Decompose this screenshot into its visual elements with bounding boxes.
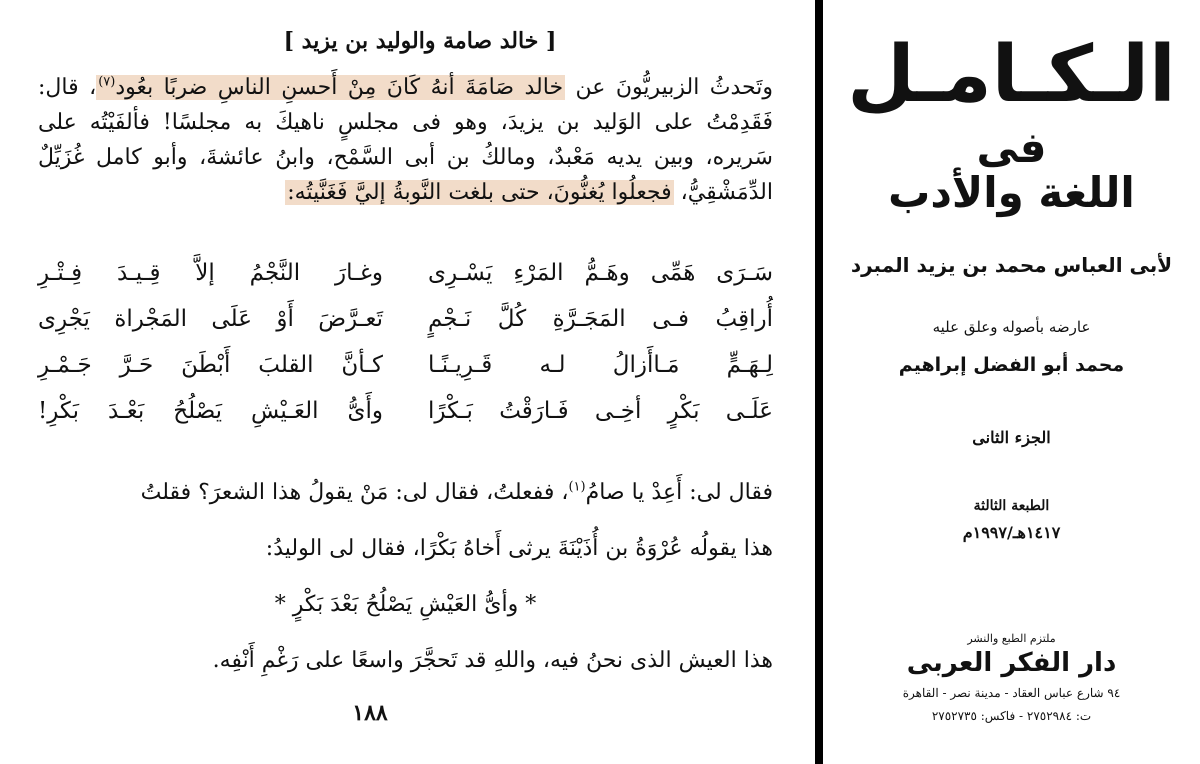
footnote-marker-1: (١) (568, 479, 586, 495)
page-number: ١٨٨ (352, 700, 388, 726)
publication-date: ١٤١٧هـ/١٩٩٧م (962, 523, 1061, 542)
verse-second-hemistich: كـأنَّ القلبَ أَبْطَنَ حَـرَّ جَـمْـرِ (38, 352, 383, 378)
cover-page (823, 0, 1200, 764)
verse-first-hemistich: لِـهَـمٍّ مَـاأَزالُ لـه قَـرِيـنًـا (428, 352, 773, 378)
publisher-phone: ت: ٢٧٥٢٩٨٤ - فاكس: ٢٧٥٢٧٣٥ (931, 709, 1092, 723)
book-editor: محمد أبو الفضل إبراهيم (898, 354, 1125, 376)
paragraph-2-line-2: هذا يقولُه عُرْوَةُ بن أُذَيْنَةَ يرثى أَخاهُ بَكْرًا، فقال لى الوليدُ: (265, 536, 773, 561)
verse-first-hemistich: أُراقِبُ فـى المَجَـرَّةِ كُلَّ نَـجْمٍ (428, 306, 773, 332)
book-title: الـكـامـل (847, 30, 1176, 120)
verse-first-hemistich: عَلَـى بَكْرٍ أخِـى فَـارَقْتُ بَـكْرًا (428, 398, 773, 424)
page-divider (815, 0, 823, 764)
chapter-title: [ خالد صامة والوليد بن يزيد ] (283, 28, 557, 54)
publisher-name: دار الفكر العربى (906, 648, 1117, 678)
paragraph-2 (38, 465, 773, 689)
edited-by-label: عارضه بأصوله وعلق عليه (932, 318, 1091, 336)
verse-first-hemistich: سَـرَى هَمِّى وهَـمُّ المَرْءِ يَسْـرِى (428, 260, 773, 286)
highlighted-passage-2: فجعلُوا يُغنُّونَ، حتى بلغت النَّوبةُ إليَّ فَغَنَّيتُه: (287, 180, 672, 205)
poem-verse (38, 296, 773, 342)
verse-second-hemistich: وغـارَ النَّجْمُ إلاَّ قِـيـدَ فِـتْـرِ (38, 260, 383, 286)
book-author: لأبى العباس محمد بن يزيد المبرد (850, 253, 1173, 277)
poem (38, 250, 773, 434)
verse-second-hemistich: وأَىُّ العَـيْشِ يَصْلُحُ بَعْـدَ بَكْرِ! (38, 398, 383, 424)
paragraph-1 (38, 70, 773, 210)
poem-verse (38, 342, 773, 388)
book-subtitle: اللغة والأدب (888, 168, 1135, 217)
highlighted-passage-1: خالد صَامَةَ أنهُ كَانَ مِنْ أَحسنِ الناسِ ضربًا بعُود$^{(٧)}$ (98, 74, 564, 100)
footnote-marker-7: (٧) (98, 74, 116, 90)
quoted-verse: * وأىُّ العَيْشِ يَصْلُحُ بَعْدَ بَكْرٍ * (274, 592, 537, 617)
edition-label: الطبعة الثالثة (973, 498, 1050, 514)
paragraph-1-start: وتَحدثُ الزبيريُّونَ عن (565, 75, 774, 100)
publisher-note: ملتزم الطبع والنشر (967, 632, 1056, 645)
book-subtitle-connector: فى (976, 123, 1047, 172)
volume-label: الجزء الثانى (972, 428, 1051, 447)
poem-verse (38, 250, 773, 296)
poem-verse (38, 388, 773, 434)
publisher-address: ٩٤ شارع عباس العقاد - مدينة نصر - القاهرة (902, 686, 1121, 700)
paragraph-2-line-1: فقال لى: أَعِدْ يا صامُ$^{(١)}$، ففعلتُ، فقال لى: مَنْ يقولُ هذا الشعرَ؟ فقلتُ (140, 479, 773, 505)
verse-second-hemistich: تَعـرَّضَ أَوْ عَلَى المَجْراة يَجْرِى (38, 306, 383, 332)
paragraph-1-body: ، قال: فَقَدِمْتُ على الوَليد بن يزيدَ، وهو فى مجلسٍ ناهيكَ به مجلسًا! فألفَيْتُه على سَريره، وبين يديه مَعْبدٌ، ومالكُ بن أبى السَّمْح، وابنُ عائشةَ، وأبو كامل غُزَيِّلٌ الدِّمَشْقِيُّ، (38, 75, 773, 205)
paragraph-2-line-4: هذا العيش الذى نحنُ فيه، واللهِ قد تَحجَّرَ واسعًا على رَغْمِ أَنْفِه. (212, 648, 773, 673)
